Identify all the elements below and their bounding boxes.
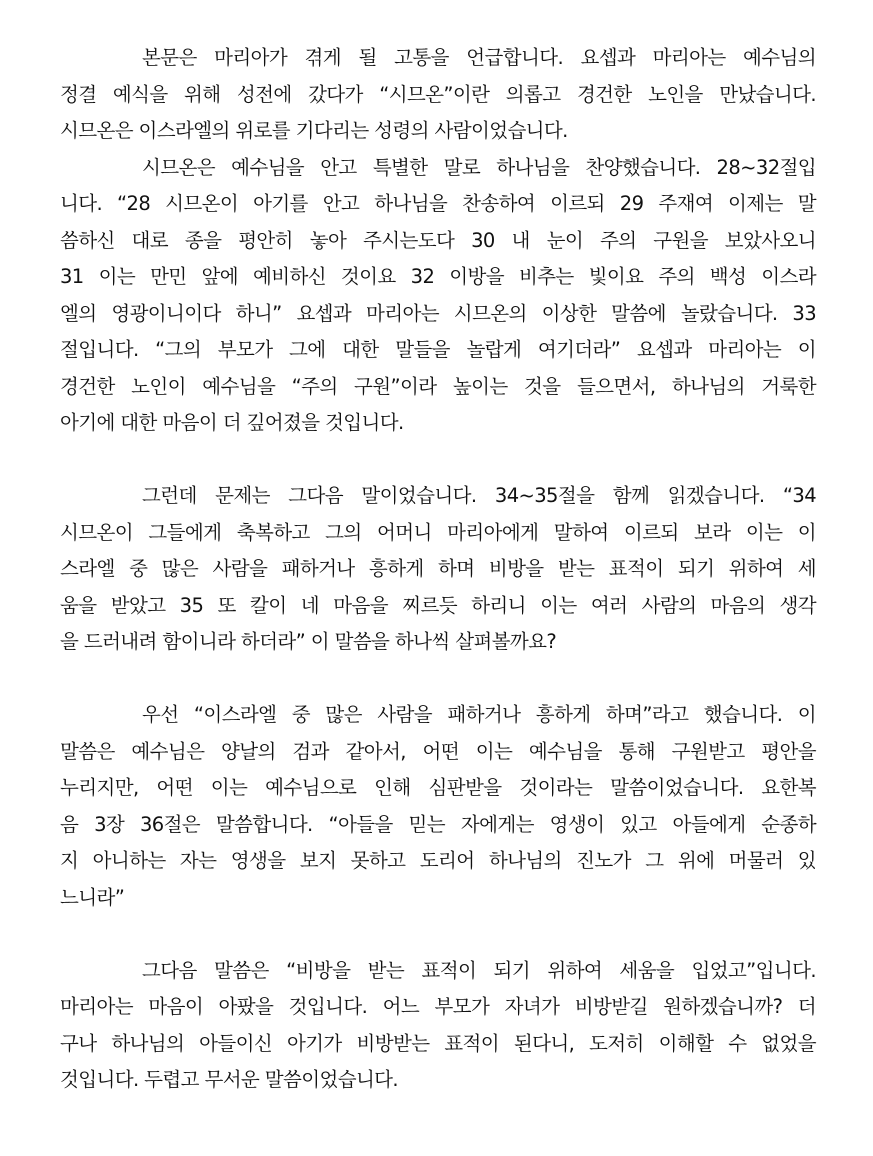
text-line: 움을 받았고 35 또 칼이 네 마음을 찌르듯 하리니 이는 여러 사람의 마음의 생각 <box>60 593 816 617</box>
text-line: 엘의 영광이니이다 하니” 요셉과 마리아는 시므온의 이상한 말씀에 놀랐습니다. 33 <box>60 301 816 325</box>
text-line: 누리지만, 어떤 이는 예수님으로 인해 심판받을 것이라는 말씀이었습니다. 요한복 <box>60 776 816 799</box>
text-line: 니다. “28 시므온이 아기를 안고 하나님을 찬송하여 이르되 29 주재여 이제는 말 <box>60 192 816 215</box>
text-line: 구나 하나님의 아들이신 아기가 비방받는 표적이 된다니, 도저히 이해할 수 없었을 <box>60 1031 816 1055</box>
text-line: 을 드러내려 함이니라 하더라” 이 말씀을 하나씩 살펴볼까요? <box>60 630 557 653</box>
text-line: 시므온은 예수님을 안고 특별한 말로 하나님을 찬양했습니다. 28~32절입 <box>142 155 816 179</box>
paragraph-gap <box>60 916 816 953</box>
text-line: 음 3장 36절은 말씀합니다. “아들을 믿는 자에게는 영생이 있고 아들에게 순종하 <box>60 812 816 836</box>
paragraph-1 <box>60 40 816 150</box>
text-line: 그다음 말씀은 “비방을 받는 표적이 되기 위하여 세움을 입었고”입니다. <box>142 958 816 982</box>
paragraph-4 <box>60 697 816 916</box>
text-line: 시므온은 이스라엘의 위로를 기다리는 성령의 사람이었습니다. <box>60 119 568 142</box>
text-line: 마리아는 마음이 아팠을 것입니다. 어느 부모가 자녀가 비방받길 원하겠습니까? 더 <box>60 995 816 1018</box>
text-line: 것입니다. 두렵고 무서운 말씀이었습니다. <box>60 1068 399 1091</box>
text-line: 스라엘 중 많은 사람을 패하거나 흥하게 하며 비방을 받는 표적이 되기 위하여 세 <box>60 557 816 580</box>
text-line: 시므온이 그들에게 축복하고 그의 어머니 마리아에게 말하여 이르되 보라 이는 이 <box>60 520 816 544</box>
text-line: 지 아니하는 자는 영생을 보지 못하고 도리어 하나님의 진노가 그 위에 머물러 있 <box>60 849 816 872</box>
text-line: 말씀은 예수님은 양날의 검과 같아서, 어떤 이는 예수님을 통해 구원받고 평안을 <box>60 739 816 763</box>
text-line: 경건한 노인이 예수님을 “주의 구원”이라 높이는 것을 들으면서, 하나님의 거룩한 <box>60 374 816 398</box>
text-line: 정결 예식을 위해 성전에 갔다가 “시므온”이란 의롭고 경건한 노인을 만났습니다. <box>60 82 816 106</box>
text-line: 씀하신 대로 종을 평안히 놓아 주시는도다 30 내 눈이 주의 구원을 보았사오니 <box>60 228 816 252</box>
document-page <box>60 40 816 1099</box>
paragraph-5 <box>60 953 816 1099</box>
text-line: 절입니다. “그의 부모가 그에 대한 말들을 놀랍게 여기더라” 요셉과 마리아는 이 <box>60 338 816 361</box>
text-line: 그런데 문제는 그다음 말이었습니다. 34~35절을 함께 읽겠습니다. “34 <box>142 484 816 507</box>
paragraph-gap <box>60 442 816 479</box>
text-line: 31 이는 만민 앞에 예비하신 것이요 32 이방을 비추는 빛이요 주의 백성 이스라 <box>60 265 816 288</box>
text-line: 느니라” <box>60 885 125 909</box>
text-line: 아기에 대한 마음이 더 깊어졌을 것입니다. <box>60 411 404 434</box>
paragraph-2 <box>60 150 816 442</box>
text-line: 본문은 마리아가 겪게 될 고통을 언급합니다. 요셉과 마리아는 예수님의 <box>142 46 816 69</box>
paragraph-3 <box>60 478 816 661</box>
text-line: 우선 “이스라엘 중 많은 사람을 패하거나 흥하게 하며”라고 했습니다. 이 <box>142 703 816 726</box>
paragraph-gap <box>60 661 816 698</box>
